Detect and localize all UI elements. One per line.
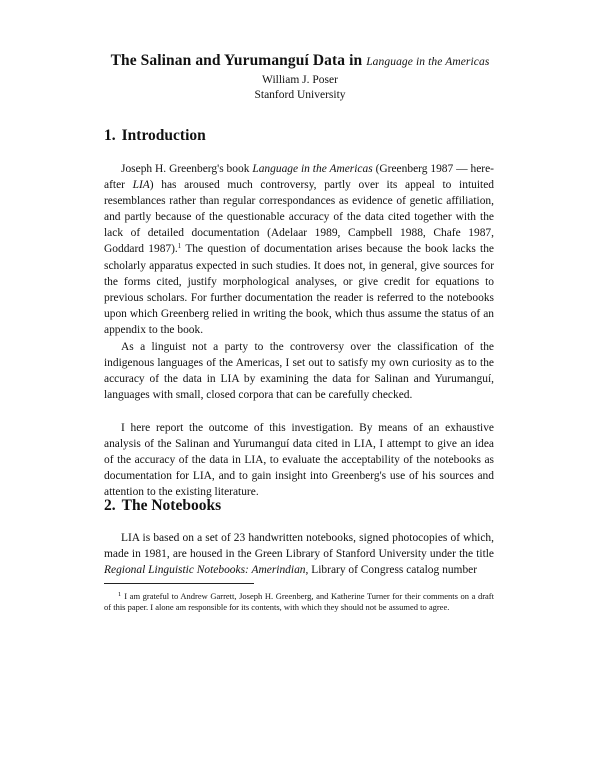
text-run: , Library of Congress catalog number <box>305 564 478 577</box>
footnote-divider <box>104 583 254 584</box>
paragraph-intro-2: As a linguist not a party to the controversy over the classification of the indigenous languages of the Americas, I set out to satisfy my own curiosity as to the accuracy of the data in LIA by examining the data for Salinan and Yurumanguí, languages with small, closed corpora that can be carefully checked. <box>104 341 494 402</box>
author-affiliation: Stanford University <box>254 89 346 101</box>
text-run: Joseph H. Greenberg's book <box>121 163 253 175</box>
section-title: Introduction <box>121 127 206 144</box>
footnote-reference[interactable]: 1 <box>177 242 182 251</box>
text-run: ) has aroused much controversy, partly over its appeal to intuited resemblances rather than regular correspondances as evidence of genetic affiliation, and partly because of the questionable accuracy of the data cited together with the lack of detailed documentation (Adelaar 1989, Campbell 1988, Chafe 1987, Goddard 1987). <box>104 179 494 256</box>
author-name: William J. Poser <box>262 74 338 86</box>
section-title: The Notebooks <box>121 497 222 514</box>
italic-notebook-title: Regional Linguistic Notebooks: Amerindian <box>104 564 306 577</box>
text-run: (Greenberg 1987 — here-after <box>104 163 494 192</box>
italic-book-title: Language in the Americas <box>252 163 373 175</box>
section-heading-notebooks <box>104 497 221 515</box>
footnote-mark: 1 <box>118 591 122 598</box>
italic-abbrev: LIA <box>132 179 150 192</box>
footnote <box>104 591 494 613</box>
paragraph-notebooks-1 <box>104 530 494 578</box>
paper-title <box>0 52 600 70</box>
paragraph-intro-3: I here report the outcome of this investigation. By means of an exhaustive analysis of the Salinan and Yurumanguí data cited in LIA, I attempt to give an idea of the accuracy of the data in LIA, to evaluate the acceptability of the notebooks as documentation for LIA, and to gain insight into Greenberg's use of his sources and attention to the existing literature. <box>104 422 494 499</box>
paragraph-intro-1 <box>104 161 494 338</box>
title-main: The Salinan and Yurumanguí Data in <box>110 52 363 69</box>
section-number: 2. <box>104 497 116 514</box>
section-heading-introduction <box>104 127 206 145</box>
text-run: The question of documentation arises because the book lacks the scholarly apparatus expected in such studies. It does not, in general, give sources for the forms cited, justify morphological analyses, or give credit for equations to previous scholars. For further documentation the reader is referred to the notebooks upon which Greenberg relied in writing the book, which thus assume the status of an appendix to the book. <box>104 243 494 336</box>
text-run: LIA is based on a set of 23 handwritten notebooks, signed photocopies of which, made in 1981, are housed in the Green Library of Stanford University under the title <box>104 532 494 561</box>
section-number: 1. <box>104 127 116 144</box>
footnote-text: I am grateful to Andrew Garrett, Joseph H. Greenberg, and Katherine Turner for their comments on a draft of this paper. I alone am responsible for its contents, with which they should not be assumed to agree. <box>104 591 494 612</box>
title-italic-book: Language in the Americas <box>366 56 490 68</box>
